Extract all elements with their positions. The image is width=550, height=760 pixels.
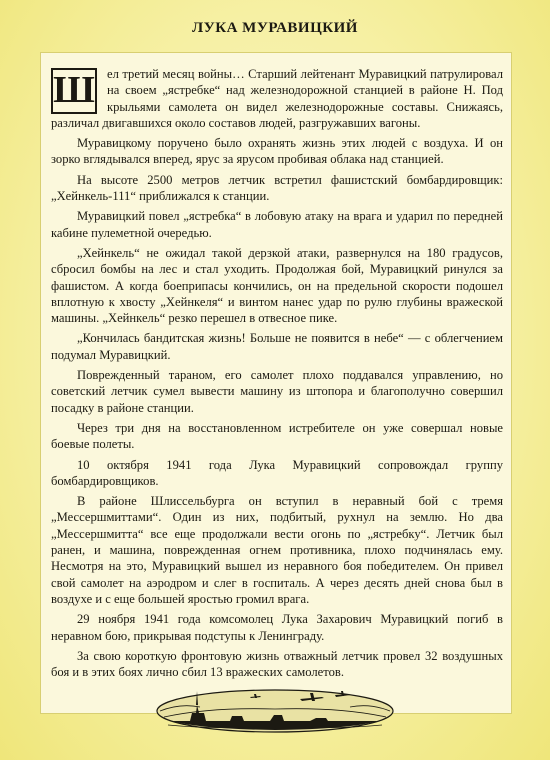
paragraph-4: Муравицкий повел „ястребка“ в лобовую атаку на врага и ударил по передней кабине пулеметной очередью. bbox=[51, 209, 503, 240]
paragraph-9: 10 октября 1941 года Лука Муравицкий сопровождал группу бомбардировщиков. bbox=[51, 457, 503, 488]
article-body bbox=[51, 66, 503, 684]
paragraph-6: „Кончилась бандитская жизнь! Больше не появится в небе“ — с облегчением подумал Муравицкий. bbox=[51, 331, 503, 362]
paragraph-5: „Хейнкель“ не ожидал такой дерзкой атаки, развернулся на 180 градусов, сбросил бомбы на лес и стал уходить. Продолжая бой, Муравицкий ринулся за фашистом. А когда боеприпасы кончились, он на предельной скорости подошел вплотную к хвосту „Хейнкеля“ и винтом нанес удар по рулю глубины вражеской машины. „Хейнкель“ резко перешел в отвесное пике. bbox=[51, 245, 503, 326]
paragraph-1 bbox=[51, 66, 503, 131]
drop-cap: Ш bbox=[51, 68, 97, 114]
airplanes-over-city-vignette-icon bbox=[150, 685, 400, 733]
paragraph-3: На высоте 2500 метров летчик встретил фашистский бомбардировщик: „Хейнкель-111“ приближался к станции. bbox=[51, 172, 503, 204]
paragraph-2: Муравицкому поручено было охранять жизнь этих людей с воздуха. И он зорко вглядывался вперед, ярус за ярусом пробивая облака над станцией. bbox=[51, 136, 503, 167]
paragraph-10: В районе Шлиссельбурга он вступил в неравный бой с тремя „Мессершмиттами“. Один из них, подбитый, рухнул на землю. Но два „Мессершмитта“ все еще продолжали вести огонь по „ястребку“. Летчик был ранен, и машина, поврежденная огнем противника, плохо подчинялась ему. Несмотря на это, Муравицкий вышел из неравного боя победителем. Он привел свой самолет на аэродром и слег в госпиталь. А через десять дней снова был в воздухе и с еще большей яростью громил врага. bbox=[51, 494, 503, 606]
paragraph-11: 29 ноября 1941 года комсомолец Лука Захарович Муравицкий погиб в неравном бою, прикрывая подступы к Ленинграду. bbox=[51, 612, 503, 643]
paragraph-8: Через три дня на восстановленном истребителе он уже совершал новые боевые полеты. bbox=[51, 420, 503, 452]
paragraph-12: За свою короткую фронтовую жизнь отважный летчик провел 32 воздушных боя и в этих боях лично сбил 13 вражеских самолетов. bbox=[51, 648, 503, 680]
paragraph-7: Поврежденный тараном, его самолет плохо поддавался управлению, но советский летчик сумел вывести машину из штопора и благополучно совершил посадку в районе станции. bbox=[51, 368, 503, 415]
page-title: ЛУКА МУРАВИЦКИЙ bbox=[192, 20, 358, 36]
paragraph-text: ел третий месяц войны… Старший лейтенант Муравицкий патрулировал на своем „ястребке“ над железнодорожной станцией в районе Н. Под крыльями самолета он видел железнодорожные составы. Снижаясь, различал двигавшихся около составов людей, разгружавших вагоны. bbox=[51, 67, 503, 130]
